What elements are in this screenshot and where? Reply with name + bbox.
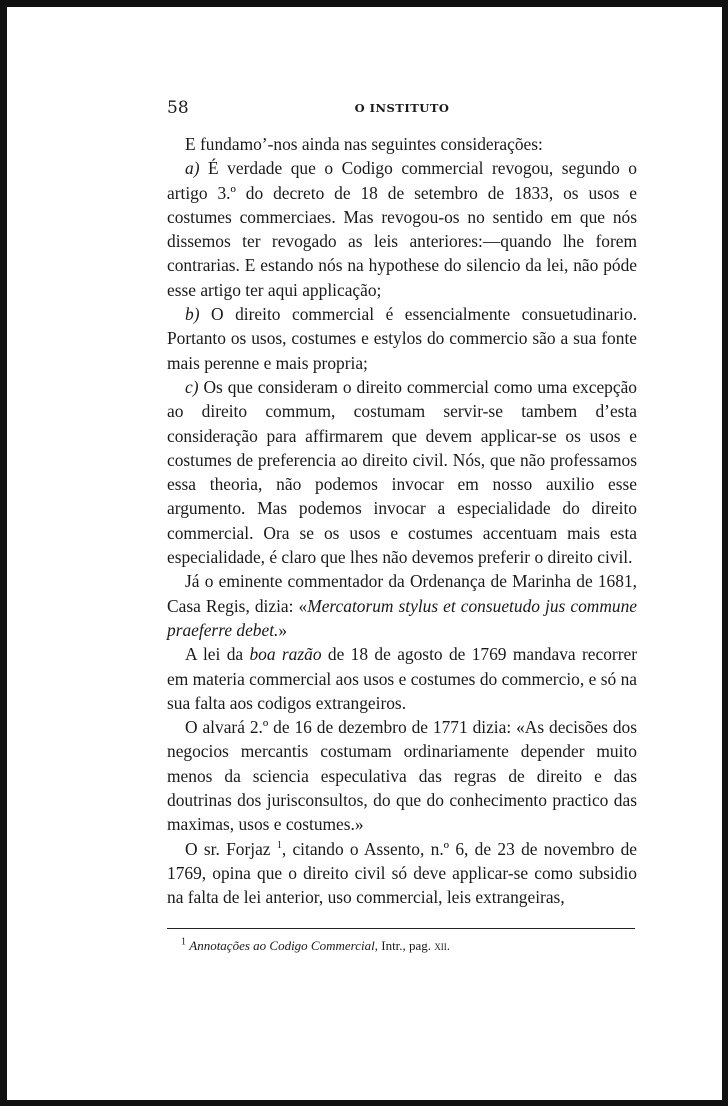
paragraph-forjaz: O sr. Forjaz $^1$, citando o Assento, n.º 6, de 23 de novembro de 1769, opina que o direito civil só deve applicar-se como subsidio na falta de lei anterior, uso commercial, leis extrangeiras,: [167, 838, 637, 908]
body-text: [167, 132, 637, 910]
paragraph-c: c) Os que consideram o direito commercial como uma excepção ao direito commum, costumam servir-se tambem d’esta consideração para affirmarem que devem applicar-se os usos e costumes de preferencia ao direito civil. Nós, que não professamos essa theoria, não podemos invocar em nosso auxilio esse argumento. Mas podemos invocar a especialidade do direito commercial. Ora se os usos e costumes accentuam mais esta especialidade, é claro que lhes não devemos preferir o direito civil.: [167, 376, 637, 568]
paragraph-alvara: O alvará 2.º de 16 de dezembro de 1771 dizia: «As decisões dos negocios mercantis costumam ordinariamente depender muito menos da sciencia especulativa das regras de direito e das doutrinas dos jurisconsultos, do que do conhecimento practico das maximas, usos e costumes.»: [167, 717, 637, 835]
page-content: [167, 98, 637, 955]
paragraph-intro: E fundamo’-nos ainda nas seguintes considerações:: [185, 134, 543, 154]
footnote-rest: , Intr., pag.: [374, 937, 435, 953]
footnote-mark: 1: [181, 936, 186, 948]
page-number: 58: [167, 98, 189, 118]
paragraph-b: b) O direito commercial é essencialmente consuetudinario. Portanto os usos, costumes e estylos do commercio são a sua fonte mais perenne e mais propria;: [167, 304, 637, 373]
footnote-page-ref: xii.: [434, 937, 451, 953]
page-header: [167, 98, 637, 122]
paragraph-casa-regis: Já o eminente commentador da Ordenança de Marinha de 1681, Casa Regis, dizia: «Mercatorum stylus et consuetudo jus commune praeferre debet.»: [167, 571, 637, 640]
running-title: O INSTITUTO: [354, 101, 450, 115]
footnote: [167, 937, 637, 955]
paragraph-a: a) É verdade que o Codigo commercial revogou, segundo o artigo 3.º do decreto de 18 de setembro de 1833, os usos e costumes commerciaes. Mas revogou-os no sentido em que nós dissemos ter revogado as leis anteriores:—quando lhe forem contrarias. E estando nós na hypothese do silencio da lei, não póde esse artigo ter aqui applicação;: [167, 158, 637, 300]
footnote-reference[interactable]: 1: [276, 839, 282, 851]
footnote-title: Annotações ao Codigo Commercial: [189, 937, 375, 953]
paragraph-boa-razao: A lei da boa razão de 18 de agosto de 1769 mandava recorrer em materia commercial aos usos e costumes do commercio, e só na sua falta aos codigos extrangeiros.: [167, 644, 637, 713]
footnote-rule: [167, 928, 635, 929]
